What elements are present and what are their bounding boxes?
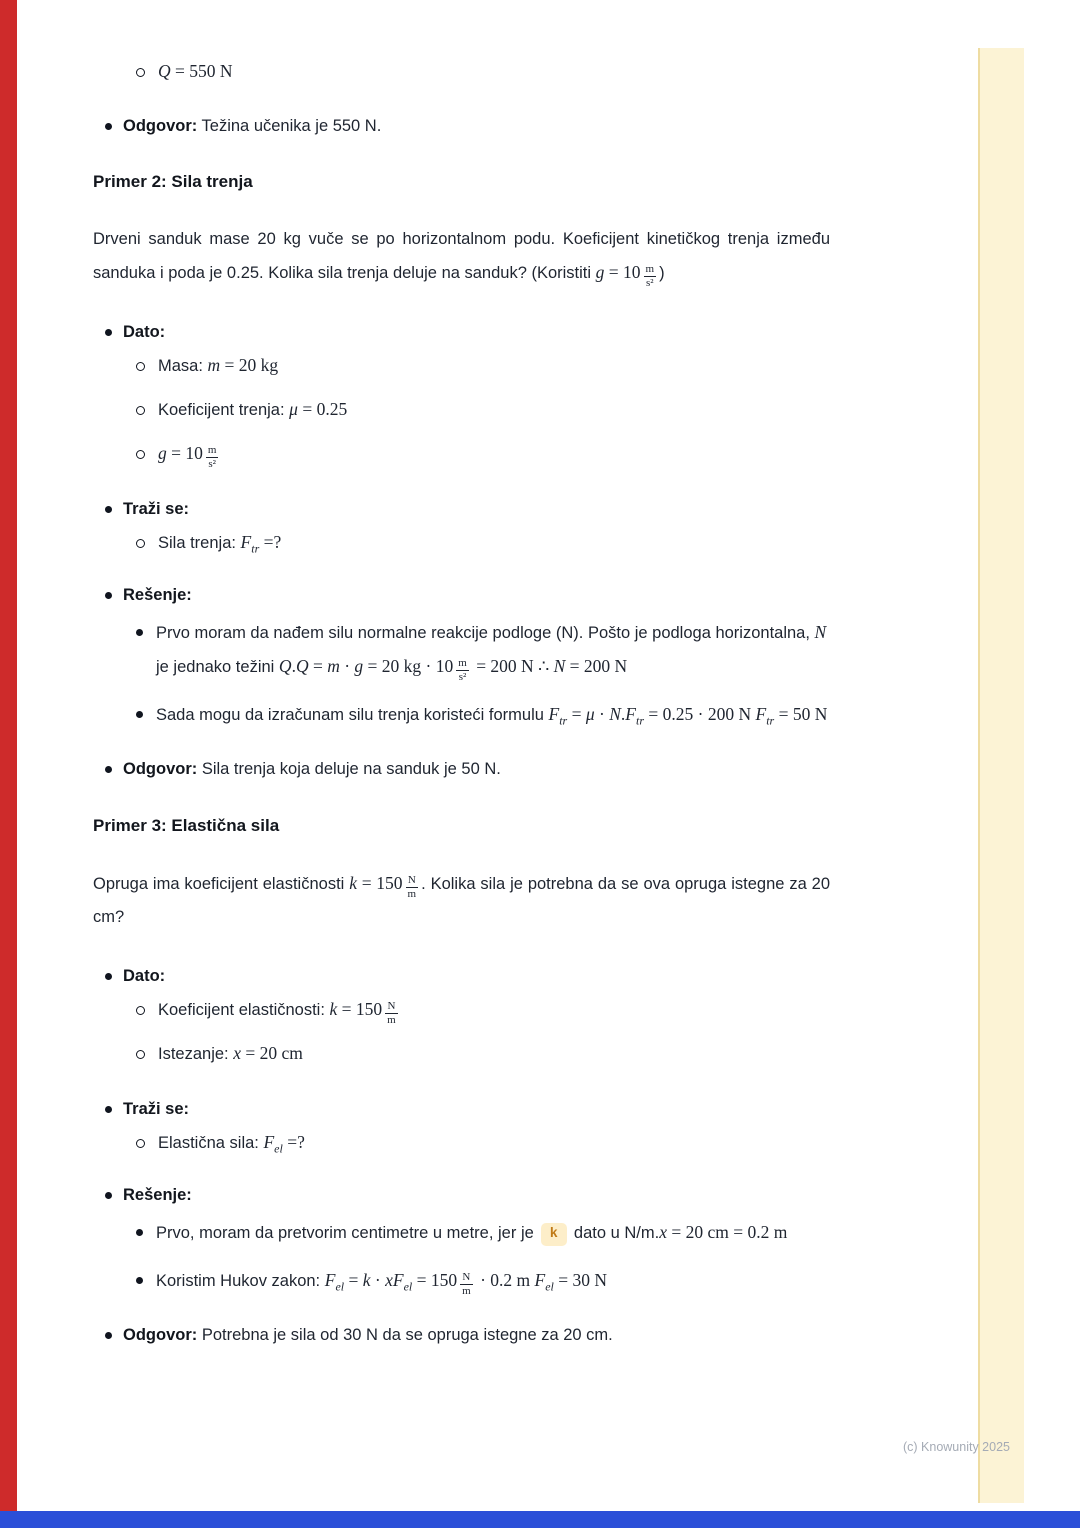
math-var-m: m <box>207 355 221 375</box>
sila-trenja-label: Sila trenja: <box>158 533 241 552</box>
list-item-resenje-3 <box>93 1179 830 1212</box>
bullet-dot <box>105 329 112 336</box>
math-var-Q: Q <box>295 655 309 676</box>
math-eq-text: = 20 kg <box>220 355 279 375</box>
math-var-F: F <box>625 703 636 724</box>
list-item-odgovor-1 <box>93 110 830 143</box>
list-item-odgovor-2 <box>93 753 830 786</box>
math-eq-text: = 0.25 <box>297 399 348 419</box>
math-eq-text: = 10 <box>604 262 641 282</box>
math-var-k: k <box>329 998 338 1019</box>
list-item-solution3-step-1 <box>93 1216 830 1250</box>
fraction-denominator: m <box>462 1284 471 1297</box>
step-text: Koristim Hukov zakon: <box>156 1271 325 1290</box>
right-cream-highlight-band <box>978 48 1024 1503</box>
list-item-dato-2 <box>93 316 830 349</box>
odgovor-2-text <box>123 753 830 786</box>
bullet-icon <box>136 1229 143 1236</box>
math-eq-text: = <box>308 655 328 676</box>
bullet-dot <box>105 123 112 130</box>
list-item-resenje-2 <box>93 579 830 612</box>
list-item-solution3-step-2 <box>93 1264 830 1298</box>
math-var-g: g <box>158 443 167 463</box>
step-text: dato u N/m. <box>573 1223 660 1242</box>
list-item-dato-3 <box>93 960 830 993</box>
problem-text-close: ) <box>659 264 665 282</box>
hollow-bullet-icon <box>136 1139 145 1148</box>
masa-label: Masa: <box>158 357 208 375</box>
fraction-n-m <box>385 1000 398 1026</box>
math-sub-tr: tr <box>766 713 775 728</box>
fraction-denominator: m <box>387 1013 396 1026</box>
math-sub-el: el <box>274 1141 283 1156</box>
fraction-numerator: N <box>406 874 419 888</box>
math-eq-text: = 10 <box>166 443 203 463</box>
math-var-F: F <box>534 1269 546 1290</box>
math-sub-tr: tr <box>559 713 568 728</box>
heading-primer-3: Primer 3: Elastična sila <box>93 815 280 835</box>
dato-label: Dato: <box>123 323 166 341</box>
math-eq-text: = 20 cm <box>241 1042 303 1063</box>
bullet-dot <box>105 1106 112 1113</box>
bullet-dot <box>136 1229 143 1236</box>
math-times: · <box>339 655 355 676</box>
math-eq-text: =? <box>282 1131 305 1152</box>
primer2-problem-paragraph <box>93 223 830 290</box>
fraction-denominator: s² <box>208 458 216 470</box>
odgovor-3-text <box>123 1319 830 1352</box>
solution-step-1-text <box>156 616 830 684</box>
solution-step-2-text <box>156 698 830 732</box>
odgovor-1-text <box>123 110 830 143</box>
fraction-numerator: m <box>207 444 217 457</box>
list-item-istezanje <box>93 1037 830 1071</box>
bullet-ring <box>136 450 145 459</box>
bullet-icon <box>105 1332 112 1339</box>
math-var-mu: μ <box>289 399 298 419</box>
fraction-numerator: m <box>458 657 467 669</box>
bullet-dot <box>136 1277 143 1284</box>
math-eq-text: = 200 N <box>565 655 628 676</box>
math-ftr-question <box>240 531 282 556</box>
list-item-trazi-3 <box>93 1093 830 1126</box>
math-var-g: g <box>595 262 605 282</box>
list-item-masa <box>93 349 830 383</box>
math-sub-el: el <box>335 1279 345 1294</box>
math-var-x: x <box>659 1221 667 1242</box>
list-item-elasticna-sila <box>93 1126 830 1160</box>
list-item-sila-trenja <box>93 526 830 560</box>
bullet-ring <box>136 539 145 548</box>
math-var-F: F <box>263 1131 275 1152</box>
bullet-dot <box>105 973 112 980</box>
bullet-icon <box>136 1277 143 1284</box>
math-var-x: x <box>233 1042 241 1063</box>
bullet-dot <box>105 592 112 599</box>
math-conversion <box>659 1222 787 1242</box>
solution3-step-1-text <box>156 1216 830 1250</box>
math-var-F: F <box>240 531 252 552</box>
math-eq-text: · 0.2 m <box>475 1269 535 1290</box>
math-g-value <box>158 437 830 471</box>
bullet-dot <box>105 766 112 773</box>
bullet-ring <box>136 68 145 77</box>
problem-text: Opruga ima koeficijent elastičnosti <box>93 874 350 893</box>
math-hooke-equation <box>324 1269 608 1297</box>
bullet-dot <box>105 506 112 513</box>
math-var-N: N <box>609 703 621 724</box>
math-eq-text: = 200 N ∴ <box>471 655 554 676</box>
math-var-mu: μ <box>585 703 595 724</box>
step-text: Sada mogu da izračunam silu trenja koristeći formulu <box>156 705 549 724</box>
math-fel-question <box>263 1131 305 1156</box>
bullet-icon <box>105 329 112 336</box>
document-content <box>93 55 830 1352</box>
fraction-numerator: N <box>385 1000 398 1014</box>
odgovor-body: Težina učenika je 550 N. <box>197 117 382 135</box>
math-eq-text: = 0.25 · 200 N <box>644 703 756 724</box>
math-mu <box>289 399 347 419</box>
left-red-stripe <box>0 0 17 1528</box>
math-var-q: Q <box>158 61 171 81</box>
solution3-step-2-text <box>156 1264 830 1298</box>
bullet-icon <box>105 506 112 513</box>
math-eq-text: = 150 <box>357 872 403 893</box>
bullet-dot <box>136 711 143 718</box>
bullet-dot <box>136 629 143 636</box>
problem-text: Drveni sanduk mase 20 kg vuče se po horizontalnom podu. Koeficijent kinetičkog trenja između sanduka i poda je 0.25. Kolika sila trenja deluje na sanduk? (Koristiti <box>93 230 830 282</box>
fraction-numerator: m <box>645 263 655 276</box>
math-var-k: k <box>349 872 358 893</box>
trazi-label: Traži se: <box>123 1099 190 1118</box>
list-item-koeficijent-trenja <box>93 393 830 427</box>
odgovor-label: Odgovor: <box>123 759 198 778</box>
fraction-numerator: N <box>460 1271 473 1285</box>
math-eq-text: = 30 N <box>553 1269 608 1290</box>
copyright-watermark: (c) Knowunity 2025 <box>902 1440 1010 1454</box>
math-eq-text: = 150 <box>412 1269 458 1290</box>
math-var-F: F <box>755 703 767 724</box>
fraction-m-s2 <box>456 657 469 683</box>
bullet-icon <box>105 766 112 773</box>
math-period: . <box>291 655 296 676</box>
math-var-F: F <box>392 1269 404 1290</box>
bullet-icon <box>105 1106 112 1113</box>
math-var-k: k <box>362 1269 371 1290</box>
math-sub-tr: tr <box>636 713 645 728</box>
heading-primer-2: Primer 2: Sila trenja <box>93 172 253 191</box>
math-sub-el: el <box>403 1279 413 1294</box>
elasticna-sila-label: Elastična sila: <box>158 1133 264 1152</box>
masa-text <box>158 349 830 383</box>
trazi-label: Traži se: <box>123 499 190 518</box>
elasticna-sila-text <box>158 1126 830 1160</box>
bullet-icon <box>105 123 112 130</box>
istezanje-text <box>158 1037 830 1071</box>
math-times: · <box>370 1269 386 1290</box>
step-text: Prvo moram da nađem silu normalne reakcije podloge (N). Pošto je podloga horizontalna, <box>156 623 815 642</box>
hollow-bullet-icon <box>136 68 145 77</box>
hollow-bullet-icon <box>136 362 145 371</box>
bullet-ring <box>136 406 145 415</box>
koeficijent-text <box>158 393 830 427</box>
bullet-ring <box>136 1050 145 1059</box>
koeficijent-elasticnosti-label: Koeficijent elastičnosti: <box>158 1000 330 1019</box>
math-var-g: g <box>354 655 364 676</box>
math-friction-equation <box>548 703 828 728</box>
math-k-expression <box>349 872 421 900</box>
list-item-solution-step-1 <box>93 616 830 684</box>
odgovor-body: Sila trenja koja deluje na sanduk je 50 N. <box>197 759 501 778</box>
math-eq-text: = 20 cm = 0.2 m <box>666 1221 788 1242</box>
resenje-label: Rešenje: <box>123 585 192 604</box>
math-sub-el: el <box>545 1279 554 1294</box>
istezanje-label: Istezanje: <box>158 1044 234 1063</box>
math-var-m: m <box>327 655 340 676</box>
math-weight-equation <box>278 655 628 683</box>
math-k-value <box>329 998 401 1026</box>
resenje-label: Rešenje: <box>123 1185 192 1204</box>
odgovor-label: Odgovor: <box>123 1325 198 1344</box>
math-x-value <box>233 1043 303 1063</box>
hollow-bullet-icon <box>136 1006 145 1015</box>
math-var-F: F <box>548 703 560 724</box>
math-var-N: N <box>814 621 827 642</box>
math-var-N: N <box>553 655 566 676</box>
fraction-m-s2 <box>644 263 657 289</box>
koeficijent-label: Koeficijent trenja: <box>158 401 290 419</box>
math-var-x: x <box>385 1269 393 1290</box>
hollow-bullet-icon <box>136 539 145 548</box>
math-eq-text: =? <box>259 531 282 552</box>
bullet-dot <box>105 1192 112 1199</box>
list-item-trazi-2 <box>93 493 830 526</box>
math-eq-text: = 550 N <box>170 61 233 81</box>
bullet-icon <box>136 629 143 636</box>
math-period: . <box>620 703 626 724</box>
math-eq-text: = 20 kg · 10 <box>363 655 454 676</box>
primer3-problem-paragraph <box>93 867 830 934</box>
hollow-bullet-icon <box>136 406 145 415</box>
list-item-g-value <box>93 437 830 471</box>
math-var-Q: Q <box>278 655 292 676</box>
bullet-dot <box>105 1332 112 1339</box>
list-item-odgovor-3 <box>93 1319 830 1352</box>
math-eq-text: = 50 N <box>774 703 828 724</box>
math-eq-text: = 150 <box>337 998 383 1019</box>
fraction-denominator: m <box>407 887 417 900</box>
hollow-bullet-icon <box>136 450 145 459</box>
fraction-denominator: s² <box>646 277 654 289</box>
math-q-equation <box>158 55 830 88</box>
bullet-icon <box>105 1192 112 1199</box>
bullet-icon <box>105 973 112 980</box>
inline-code-k-badge: k <box>541 1223 567 1247</box>
math-g-expression <box>595 262 659 289</box>
bullet-ring <box>136 1139 145 1148</box>
list-item-q-result <box>93 55 830 88</box>
bottom-blue-stripe <box>0 1511 1080 1528</box>
bullet-ring <box>136 362 145 371</box>
fraction-denominator: s² <box>458 670 467 683</box>
math-N <box>815 622 827 642</box>
fraction-m-s2 <box>206 444 219 470</box>
math-eq-text: = <box>344 1269 363 1290</box>
math-masa <box>208 355 279 375</box>
odgovor-label: Odgovor: <box>123 117 198 135</box>
fraction-n-m <box>406 874 419 900</box>
bullet-icon <box>136 711 143 718</box>
sila-trenja-text <box>158 526 830 560</box>
list-item-solution-step-2 <box>93 698 830 732</box>
fraction-n-m <box>460 1271 473 1297</box>
list-item-koeficijent-elasticnosti <box>93 993 830 1027</box>
dato-label: Dato: <box>123 966 166 985</box>
problem-text: . Kolika sila je potrebna da se ova opruga istegne za 20 cm? <box>93 874 831 926</box>
odgovor-body: Potrebna je sila od 30 N da se opruga istegne za 20 cm. <box>197 1325 613 1344</box>
bullet-icon <box>105 592 112 599</box>
math-var-F: F <box>324 1269 336 1290</box>
math-eq-text: = <box>567 703 586 724</box>
math-times: · <box>594 703 610 724</box>
koeficijent-elasticnosti-text <box>158 993 830 1027</box>
step-text: je jednako težini <box>156 657 279 676</box>
bullet-ring <box>136 1006 145 1015</box>
step-text: Prvo, moram da pretvorim centimetre u metre, jer je <box>156 1223 534 1242</box>
hollow-bullet-icon <box>136 1050 145 1059</box>
math-sub-tr: tr <box>251 541 260 556</box>
